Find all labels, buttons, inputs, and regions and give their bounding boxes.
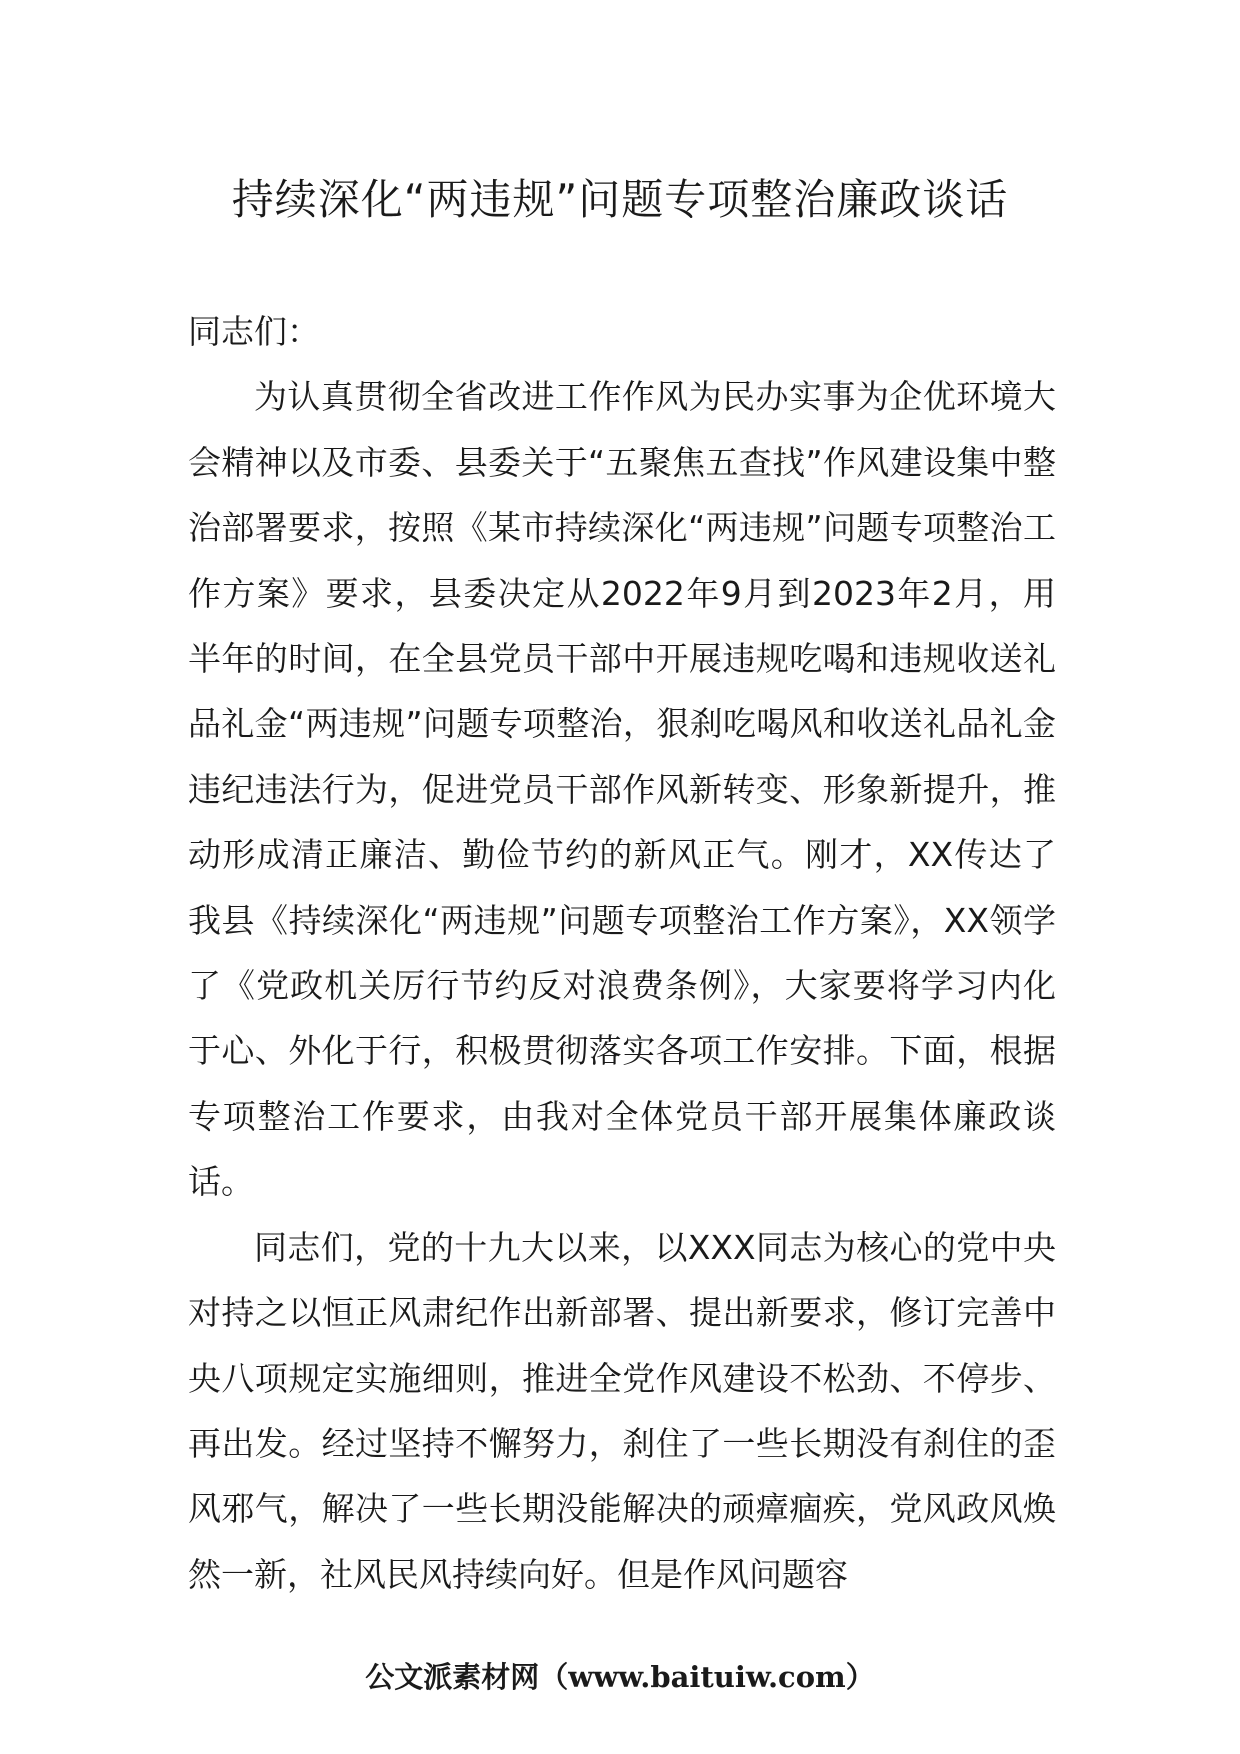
document-title: 持续深化“两违规”问题专项整治廉政谈话 bbox=[231, 175, 1009, 224]
paragraph-1: 为认真贯彻全省改进工作作风为民办实事为企优环境大会精神以及市委、县委关于“五聚焦五查找”作风建设集中整治部署要求，按照《某市持续深化“两违规”问题专项整治工作方案》要求，县委决定从2022年9月到2023年2月，用半年的时间，在全县党员干部中开展违规吃喝和违规收送礼品礼金“两违规”问题专项整治，狠刹吃喝风和收送礼品礼金违纪违法行为，促进党员干部作风新转变、形象新提升，推动形成清正廉洁、勤俭节约的新风正气。刚才，XX传达了我县《持续深化“两违规”问题专项整治工作方案》，XX领学了《党政机关厉行节约反对浪费条例》，大家要将学习内化于心、外化于行，积极贯彻落实各项工作安排。下面，根据专项整治工作要求，由我对全体党员干部开展集体廉政谈话。 bbox=[188, 377, 1056, 1202]
footer-watermark: 公文派素材网（www.baituiw.com） bbox=[365, 1660, 875, 1694]
paragraph-2: 同志们，党的十九大以来，以XXX同志为核心的党中央对持之以恒正风肃纪作出新部署、提出新要求，修订完善中央八项规定实施细则，推进全党作风建设不松劲、不停步、再出发。经过坚持不懈努力，刹住了一些长期没有刹住的歪风邪气，解决了一些长期没能解决的顽瘴痼疾，党风政风焕然一新，社风民风持续向好。但是作风问题容 bbox=[188, 1227, 1056, 1594]
document-body bbox=[188, 299, 1056, 1607]
salutation: 同志们： bbox=[188, 312, 320, 351]
